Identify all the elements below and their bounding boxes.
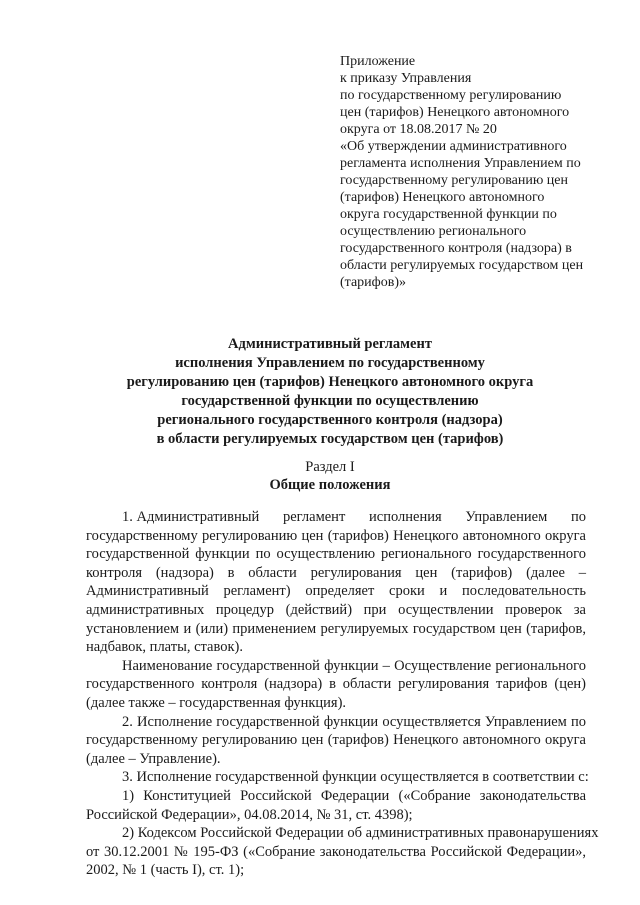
appendix-line: цен (тарифов) Ненецкого автономного	[340, 105, 570, 120]
appendix-line: осуществлению регионального	[340, 224, 527, 239]
appendix-line: «Об утверждении административного	[340, 139, 567, 154]
appendix-line: регламента исполнения Управлением по	[340, 156, 581, 171]
paragraph-line: от 30.12.2001 № 195-ФЗ («Собрание законодательства Российской Федерации»,	[86, 843, 586, 860]
appendix-line: области регулируемых государством цен	[340, 258, 584, 273]
paragraph-line: 2002, № 1 (часть I), ст. 1);	[86, 862, 245, 879]
paragraph-4	[86, 768, 589, 787]
title-line: регулированию цен (тарифов) Ненецкого автономного округа	[126, 374, 534, 390]
paragraph-line	[86, 508, 586, 527]
paragraph-line: Наименование государственной функции – Осуществление регионального	[122, 657, 586, 674]
title-line: исполнения Управлением по государственному	[175, 355, 485, 371]
section-name: Общие положения	[269, 477, 391, 493]
word: 1. Административный	[122, 509, 260, 525]
section-number: Раздел I	[305, 459, 355, 475]
paragraph-line: государственной функции по осуществлению регионального государственного	[86, 546, 586, 563]
title-line: Административный регламент	[228, 336, 432, 352]
paragraph-line: государственного контроля (надзора) в области регулирования тарифов (цен)	[86, 676, 586, 693]
word: Управлением	[465, 509, 548, 525]
paragraph-6	[86, 824, 599, 880]
paragraph-3	[86, 713, 586, 769]
paragraph-5	[86, 787, 586, 824]
appendix-line: государственного контроля (надзора) в	[340, 241, 572, 256]
word: по	[570, 509, 586, 525]
word: исполнения	[369, 509, 442, 525]
appendix-line: округа государственной функции по	[340, 207, 557, 222]
paragraph-1	[86, 508, 586, 657]
appendix-line: по государственному регулированию	[340, 88, 562, 103]
paragraph-line: административных процедур (действий) при осуществлении проверок за	[86, 601, 586, 618]
paragraph-line: 3. Исполнение государственной функции осуществляется в соответствии с:	[122, 769, 589, 786]
paragraph-line: 2) Кодексом Российской Федерации об административных правонарушениях	[122, 825, 599, 842]
paragraph-line: 1) Конституцией Российской Федерации («Собрание законодательства	[122, 787, 586, 804]
paragraph-line: 2. Исполнение государственной функции осуществляется Управлением по	[122, 713, 586, 730]
paragraph-line: (далее также – государственная функция).	[86, 694, 347, 711]
section-heading	[80, 458, 580, 494]
appendix-line: государственному регулированию цен	[340, 173, 568, 188]
appendix-line: (тарифов) Ненецкого автономного	[340, 190, 545, 205]
title-line: в области регулируемых государством цен (тарифов)	[156, 431, 504, 447]
appendix-line: округа от 18.08.2017 № 20	[340, 122, 497, 137]
paragraph-line: государственному регулированию цен (тарифов) Ненецкого автономного округа	[86, 732, 586, 749]
appendix-line: Приложение	[340, 54, 416, 69]
paragraph-line: (далее – Управление).	[86, 750, 221, 767]
paragraph-line: установлением и (или) применением регулируемых государством цен (тарифов,	[86, 620, 586, 637]
paragraph-line: надбавок, платы, ставок).	[86, 639, 243, 656]
title-line: государственной функции по осуществлению	[181, 393, 479, 409]
paragraph-line: Российской Федерации», 04.08.2014, № 31, ст. 4398);	[86, 806, 413, 823]
paragraph-line: государственному регулированию цен (тарифов) Ненецкого автономного округа	[86, 527, 586, 544]
paragraph-line: контроля (надзора) в области регулирования цен (тарифов) (далее –	[86, 564, 586, 581]
document-title	[80, 335, 580, 449]
appendix-line: к приказу Управления	[340, 71, 472, 86]
paragraph-line: Административный регламент) определяет сроки и последовательность	[86, 583, 586, 600]
body-text	[86, 508, 599, 880]
appendix-line: (тарифов)»	[340, 275, 407, 290]
paragraph-2	[86, 657, 586, 713]
title-line: регионального государственного контроля (надзора)	[157, 412, 503, 428]
word: регламент	[283, 509, 346, 525]
appendix-header	[340, 53, 600, 291]
